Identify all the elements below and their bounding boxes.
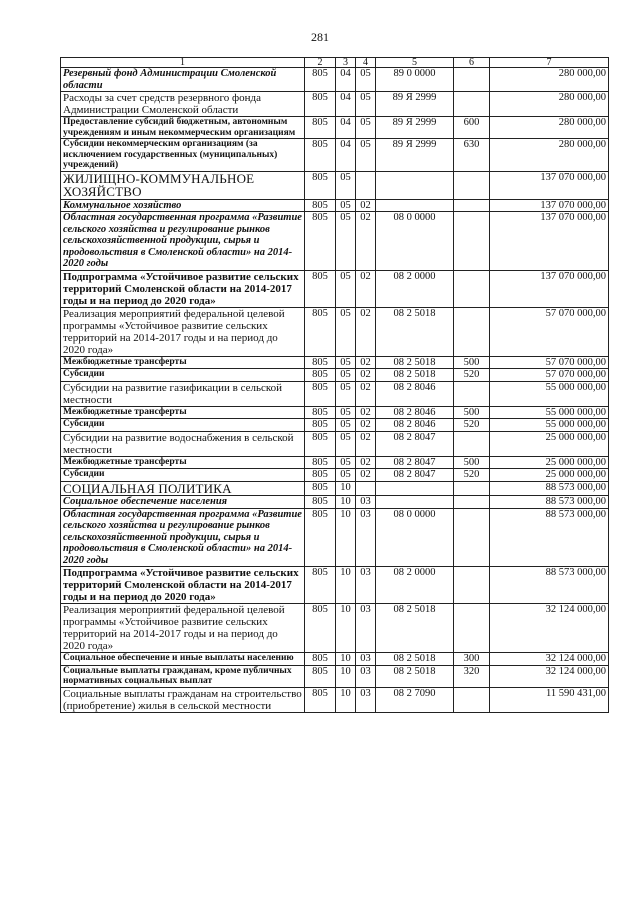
table-row (61, 687, 609, 712)
row-name: Субсидии (61, 469, 305, 482)
row-section-code: 10 (336, 665, 356, 687)
row-subsection-code: 03 (356, 508, 376, 567)
row-amount: 25 000 000,00 (490, 431, 609, 456)
row-target-code: 08 2 5018 (376, 307, 454, 356)
header-col-7: 7 (490, 58, 609, 68)
row-expense-type-code (454, 481, 490, 496)
table-row (61, 92, 609, 117)
table-row (61, 68, 609, 92)
row-section-code: 05 (336, 199, 356, 212)
row-subsection-code (356, 171, 376, 199)
row-admin-code: 805 (305, 567, 336, 604)
header-col-2: 2 (305, 58, 336, 68)
table-row (61, 307, 609, 356)
row-subsection-code: 02 (356, 199, 376, 212)
row-target-code: 08 2 8047 (376, 431, 454, 456)
row-section-code: 05 (336, 356, 356, 369)
row-amount: 11 590 431,00 (490, 687, 609, 712)
table-row (61, 431, 609, 456)
row-section-code: 10 (336, 496, 356, 509)
row-name: Межбюджетные трансферты (61, 456, 305, 469)
row-target-code: 89 Я 2999 (376, 92, 454, 117)
row-subsection-code: 03 (356, 604, 376, 653)
row-section-code: 05 (336, 171, 356, 199)
row-target-code: 89 0 0000 (376, 68, 454, 92)
row-admin-code: 805 (305, 406, 336, 419)
row-name: Субсидии некоммерческим организациям (за исключением государственных (муниципальных) учреждений) (61, 139, 305, 172)
table-row (61, 270, 609, 307)
page-number: 281 (311, 30, 329, 44)
row-subsection-code: 05 (356, 139, 376, 172)
row-subsection-code: 02 (356, 369, 376, 382)
row-subsection-code: 03 (356, 687, 376, 712)
row-subsection-code: 02 (356, 456, 376, 469)
row-expense-type-code (454, 508, 490, 567)
row-subsection-code: 02 (356, 469, 376, 482)
row-admin-code: 805 (305, 212, 336, 271)
table-row (61, 117, 609, 139)
row-target-code: 08 2 5018 (376, 653, 454, 666)
row-subsection-code: 03 (356, 653, 376, 666)
row-admin-code: 805 (305, 604, 336, 653)
row-target-code: 08 2 0000 (376, 567, 454, 604)
row-admin-code: 805 (305, 171, 336, 199)
row-admin-code: 805 (305, 117, 336, 139)
row-admin-code: 805 (305, 456, 336, 469)
row-subsection-code: 05 (356, 117, 376, 139)
row-section-code: 05 (336, 419, 356, 432)
row-amount: 280 000,00 (490, 117, 609, 139)
row-amount: 88 573 000,00 (490, 496, 609, 509)
row-amount: 32 124 000,00 (490, 653, 609, 666)
row-expense-type-code: 520 (454, 419, 490, 432)
header-col-3: 3 (336, 58, 356, 68)
row-subsection-code: 02 (356, 307, 376, 356)
row-target-code: 08 2 8047 (376, 469, 454, 482)
table-row (61, 356, 609, 369)
row-subsection-code: 03 (356, 567, 376, 604)
row-expense-type-code (454, 687, 490, 712)
row-name: СОЦИАЛЬНАЯ ПОЛИТИКА (61, 481, 305, 496)
row-target-code (376, 199, 454, 212)
row-section-code: 10 (336, 567, 356, 604)
row-section-code: 10 (336, 653, 356, 666)
header-col-6: 6 (454, 58, 490, 68)
row-name: Межбюджетные трансферты (61, 406, 305, 419)
row-amount: 55 000 000,00 (490, 381, 609, 406)
row-subsection-code: 02 (356, 356, 376, 369)
row-amount: 280 000,00 (490, 139, 609, 172)
table-row (61, 604, 609, 653)
row-expense-type-code: 520 (454, 469, 490, 482)
row-subsection-code: 05 (356, 68, 376, 92)
row-amount: 137 070 000,00 (490, 270, 609, 307)
table-row (61, 567, 609, 604)
table-row (61, 508, 609, 567)
row-admin-code: 805 (305, 687, 336, 712)
row-amount: 137 070 000,00 (490, 212, 609, 271)
row-admin-code: 805 (305, 381, 336, 406)
row-amount: 57 070 000,00 (490, 307, 609, 356)
row-expense-type-code: 500 (454, 456, 490, 469)
row-section-code: 04 (336, 68, 356, 92)
table-row (61, 496, 609, 509)
row-amount: 137 070 000,00 (490, 199, 609, 212)
row-section-code: 05 (336, 381, 356, 406)
row-target-code: 08 2 8047 (376, 456, 454, 469)
row-target-code: 08 2 8046 (376, 419, 454, 432)
row-amount: 57 070 000,00 (490, 356, 609, 369)
row-subsection-code: 02 (356, 270, 376, 307)
row-target-code: 08 2 7090 (376, 687, 454, 712)
row-admin-code: 805 (305, 270, 336, 307)
row-name: Предоставление субсидий бюджетным, автономным учреждениям и иным некоммерческим организациям (61, 117, 305, 139)
row-section-code: 05 (336, 456, 356, 469)
row-target-code (376, 171, 454, 199)
row-name: Социальное обеспечение и иные выплаты населению (61, 653, 305, 666)
row-amount: 55 000 000,00 (490, 406, 609, 419)
row-section-code: 05 (336, 212, 356, 271)
row-name: Субсидии (61, 419, 305, 432)
row-name: ЖИЛИЩНО-КОММУНАЛЬНОЕ ХОЗЯЙСТВО (61, 171, 305, 199)
row-amount: 55 000 000,00 (490, 419, 609, 432)
row-amount: 32 124 000,00 (490, 604, 609, 653)
row-name: Межбюджетные трансферты (61, 356, 305, 369)
row-name: Социальные выплаты гражданам, кроме публичных нормативных социальных выплат (61, 665, 305, 687)
row-name: Областная государственная программа «Развитие сельского хозяйства и регулирование рынков сельскохозяйственной продукции, сырья и продовольствия в Смоленской области» на 2014-2020 годы (61, 508, 305, 567)
row-amount: 88 573 000,00 (490, 481, 609, 496)
row-subsection-code: 02 (356, 419, 376, 432)
row-section-code: 05 (336, 469, 356, 482)
row-expense-type-code (454, 199, 490, 212)
row-amount: 25 000 000,00 (490, 456, 609, 469)
table-row (61, 199, 609, 212)
row-expense-type-code (454, 270, 490, 307)
row-section-code: 05 (336, 431, 356, 456)
header-col-4: 4 (356, 58, 376, 68)
row-subsection-code: 03 (356, 496, 376, 509)
row-section-code: 10 (336, 481, 356, 496)
row-expense-type-code (454, 307, 490, 356)
row-name: Расходы за счет средств резервного фонда Администрации Смоленской области (61, 92, 305, 117)
row-subsection-code: 02 (356, 212, 376, 271)
row-target-code: 89 Я 2999 (376, 139, 454, 172)
budget-table (60, 57, 609, 713)
row-section-code: 05 (336, 369, 356, 382)
row-admin-code: 805 (305, 481, 336, 496)
row-expense-type-code (454, 381, 490, 406)
row-admin-code: 805 (305, 139, 336, 172)
row-expense-type-code (454, 431, 490, 456)
row-name: Областная государственная программа «Развитие сельского хозяйства и регулирование рынков сельскохозяйственной продукции, сырья и продовольствия в Смоленской области» на 2014-2020 годы (61, 212, 305, 271)
row-section-code: 10 (336, 687, 356, 712)
row-admin-code: 805 (305, 431, 336, 456)
row-amount: 32 124 000,00 (490, 665, 609, 687)
header-col-5: 5 (376, 58, 454, 68)
row-name: Подпрограмма «Устойчивое развитие сельских территорий Смоленской области на 2014-2017 годы и на период до 2020 года» (61, 567, 305, 604)
row-subsection-code: 02 (356, 431, 376, 456)
row-target-code: 08 0 0000 (376, 212, 454, 271)
row-section-code: 10 (336, 604, 356, 653)
row-admin-code: 805 (305, 307, 336, 356)
row-expense-type-code (454, 171, 490, 199)
row-expense-type-code: 600 (454, 117, 490, 139)
table-row (61, 212, 609, 271)
row-admin-code: 805 (305, 665, 336, 687)
row-target-code: 89 Я 2999 (376, 117, 454, 139)
row-admin-code: 805 (305, 199, 336, 212)
row-expense-type-code (454, 604, 490, 653)
table-row (61, 456, 609, 469)
row-name: Коммунальное хозяйство (61, 199, 305, 212)
row-target-code: 08 2 5018 (376, 369, 454, 382)
row-amount: 280 000,00 (490, 68, 609, 92)
table-row (61, 171, 609, 199)
row-subsection-code: 02 (356, 406, 376, 419)
header-col-1: 1 (61, 58, 305, 68)
row-admin-code: 805 (305, 356, 336, 369)
row-expense-type-code: 520 (454, 369, 490, 382)
row-expense-type-code (454, 68, 490, 92)
row-expense-type-code (454, 92, 490, 117)
row-admin-code: 805 (305, 92, 336, 117)
row-subsection-code: 02 (356, 381, 376, 406)
row-target-code (376, 481, 454, 496)
table-row (61, 653, 609, 666)
row-name: Реализация мероприятий федеральной целевой программы «Устойчивое развитие сельских территорий на 2014-2017 годы и на период до 2020 года» (61, 307, 305, 356)
row-name: Социальные выплаты гражданам на строительство (приобретение) жилья в сельской местности (61, 687, 305, 712)
row-name: Подпрограмма «Устойчивое развитие сельских территорий Смоленской области на 2014-2017 годы и на период до 2020 года» (61, 270, 305, 307)
row-section-code: 04 (336, 92, 356, 117)
row-target-code: 08 2 5018 (376, 604, 454, 653)
row-target-code: 08 2 8046 (376, 381, 454, 406)
row-admin-code: 805 (305, 496, 336, 509)
row-expense-type-code: 500 (454, 406, 490, 419)
row-target-code: 08 2 5018 (376, 356, 454, 369)
row-name: Субсидии (61, 369, 305, 382)
row-admin-code: 805 (305, 653, 336, 666)
row-admin-code: 805 (305, 419, 336, 432)
row-target-code (376, 496, 454, 509)
row-expense-type-code (454, 567, 490, 604)
row-expense-type-code (454, 496, 490, 509)
row-amount: 88 573 000,00 (490, 567, 609, 604)
row-expense-type-code (454, 212, 490, 271)
row-expense-type-code: 320 (454, 665, 490, 687)
row-admin-code: 805 (305, 369, 336, 382)
row-section-code: 05 (336, 270, 356, 307)
row-expense-type-code: 500 (454, 356, 490, 369)
row-target-code: 08 2 8046 (376, 406, 454, 419)
row-admin-code: 805 (305, 469, 336, 482)
table-row (61, 469, 609, 482)
row-target-code: 08 2 0000 (376, 270, 454, 307)
table-row (61, 381, 609, 406)
row-name: Социальное обеспечение населения (61, 496, 305, 509)
row-subsection-code: 05 (356, 92, 376, 117)
header-row (61, 58, 609, 68)
row-admin-code: 805 (305, 508, 336, 567)
row-section-code: 04 (336, 117, 356, 139)
row-section-code: 04 (336, 139, 356, 172)
row-amount: 88 573 000,00 (490, 508, 609, 567)
row-name: Субсидии на развитие газификации в сельской местности (61, 381, 305, 406)
row-amount: 25 000 000,00 (490, 469, 609, 482)
row-target-code: 08 0 0000 (376, 508, 454, 567)
row-target-code: 08 2 5018 (376, 665, 454, 687)
table-row (61, 665, 609, 687)
table-row (61, 406, 609, 419)
table-row (61, 419, 609, 432)
row-admin-code: 805 (305, 68, 336, 92)
row-name: Резервный фонд Администрации Смоленской области (61, 68, 305, 92)
row-name: Реализация мероприятий федеральной целевой программы «Устойчивое развитие сельских территорий на 2014-2017 годы и на период до 2020 года» (61, 604, 305, 653)
row-expense-type-code: 300 (454, 653, 490, 666)
row-amount: 280 000,00 (490, 92, 609, 117)
table-row (61, 481, 609, 496)
row-expense-type-code: 630 (454, 139, 490, 172)
row-subsection-code: 03 (356, 665, 376, 687)
row-subsection-code (356, 481, 376, 496)
row-section-code: 10 (336, 508, 356, 567)
row-amount: 137 070 000,00 (490, 171, 609, 199)
row-amount: 57 070 000,00 (490, 369, 609, 382)
row-section-code: 05 (336, 307, 356, 356)
table-row (61, 139, 609, 172)
row-name: Субсидии на развитие водоснабжения в сельской местности (61, 431, 305, 456)
table-row (61, 369, 609, 382)
row-section-code: 05 (336, 406, 356, 419)
